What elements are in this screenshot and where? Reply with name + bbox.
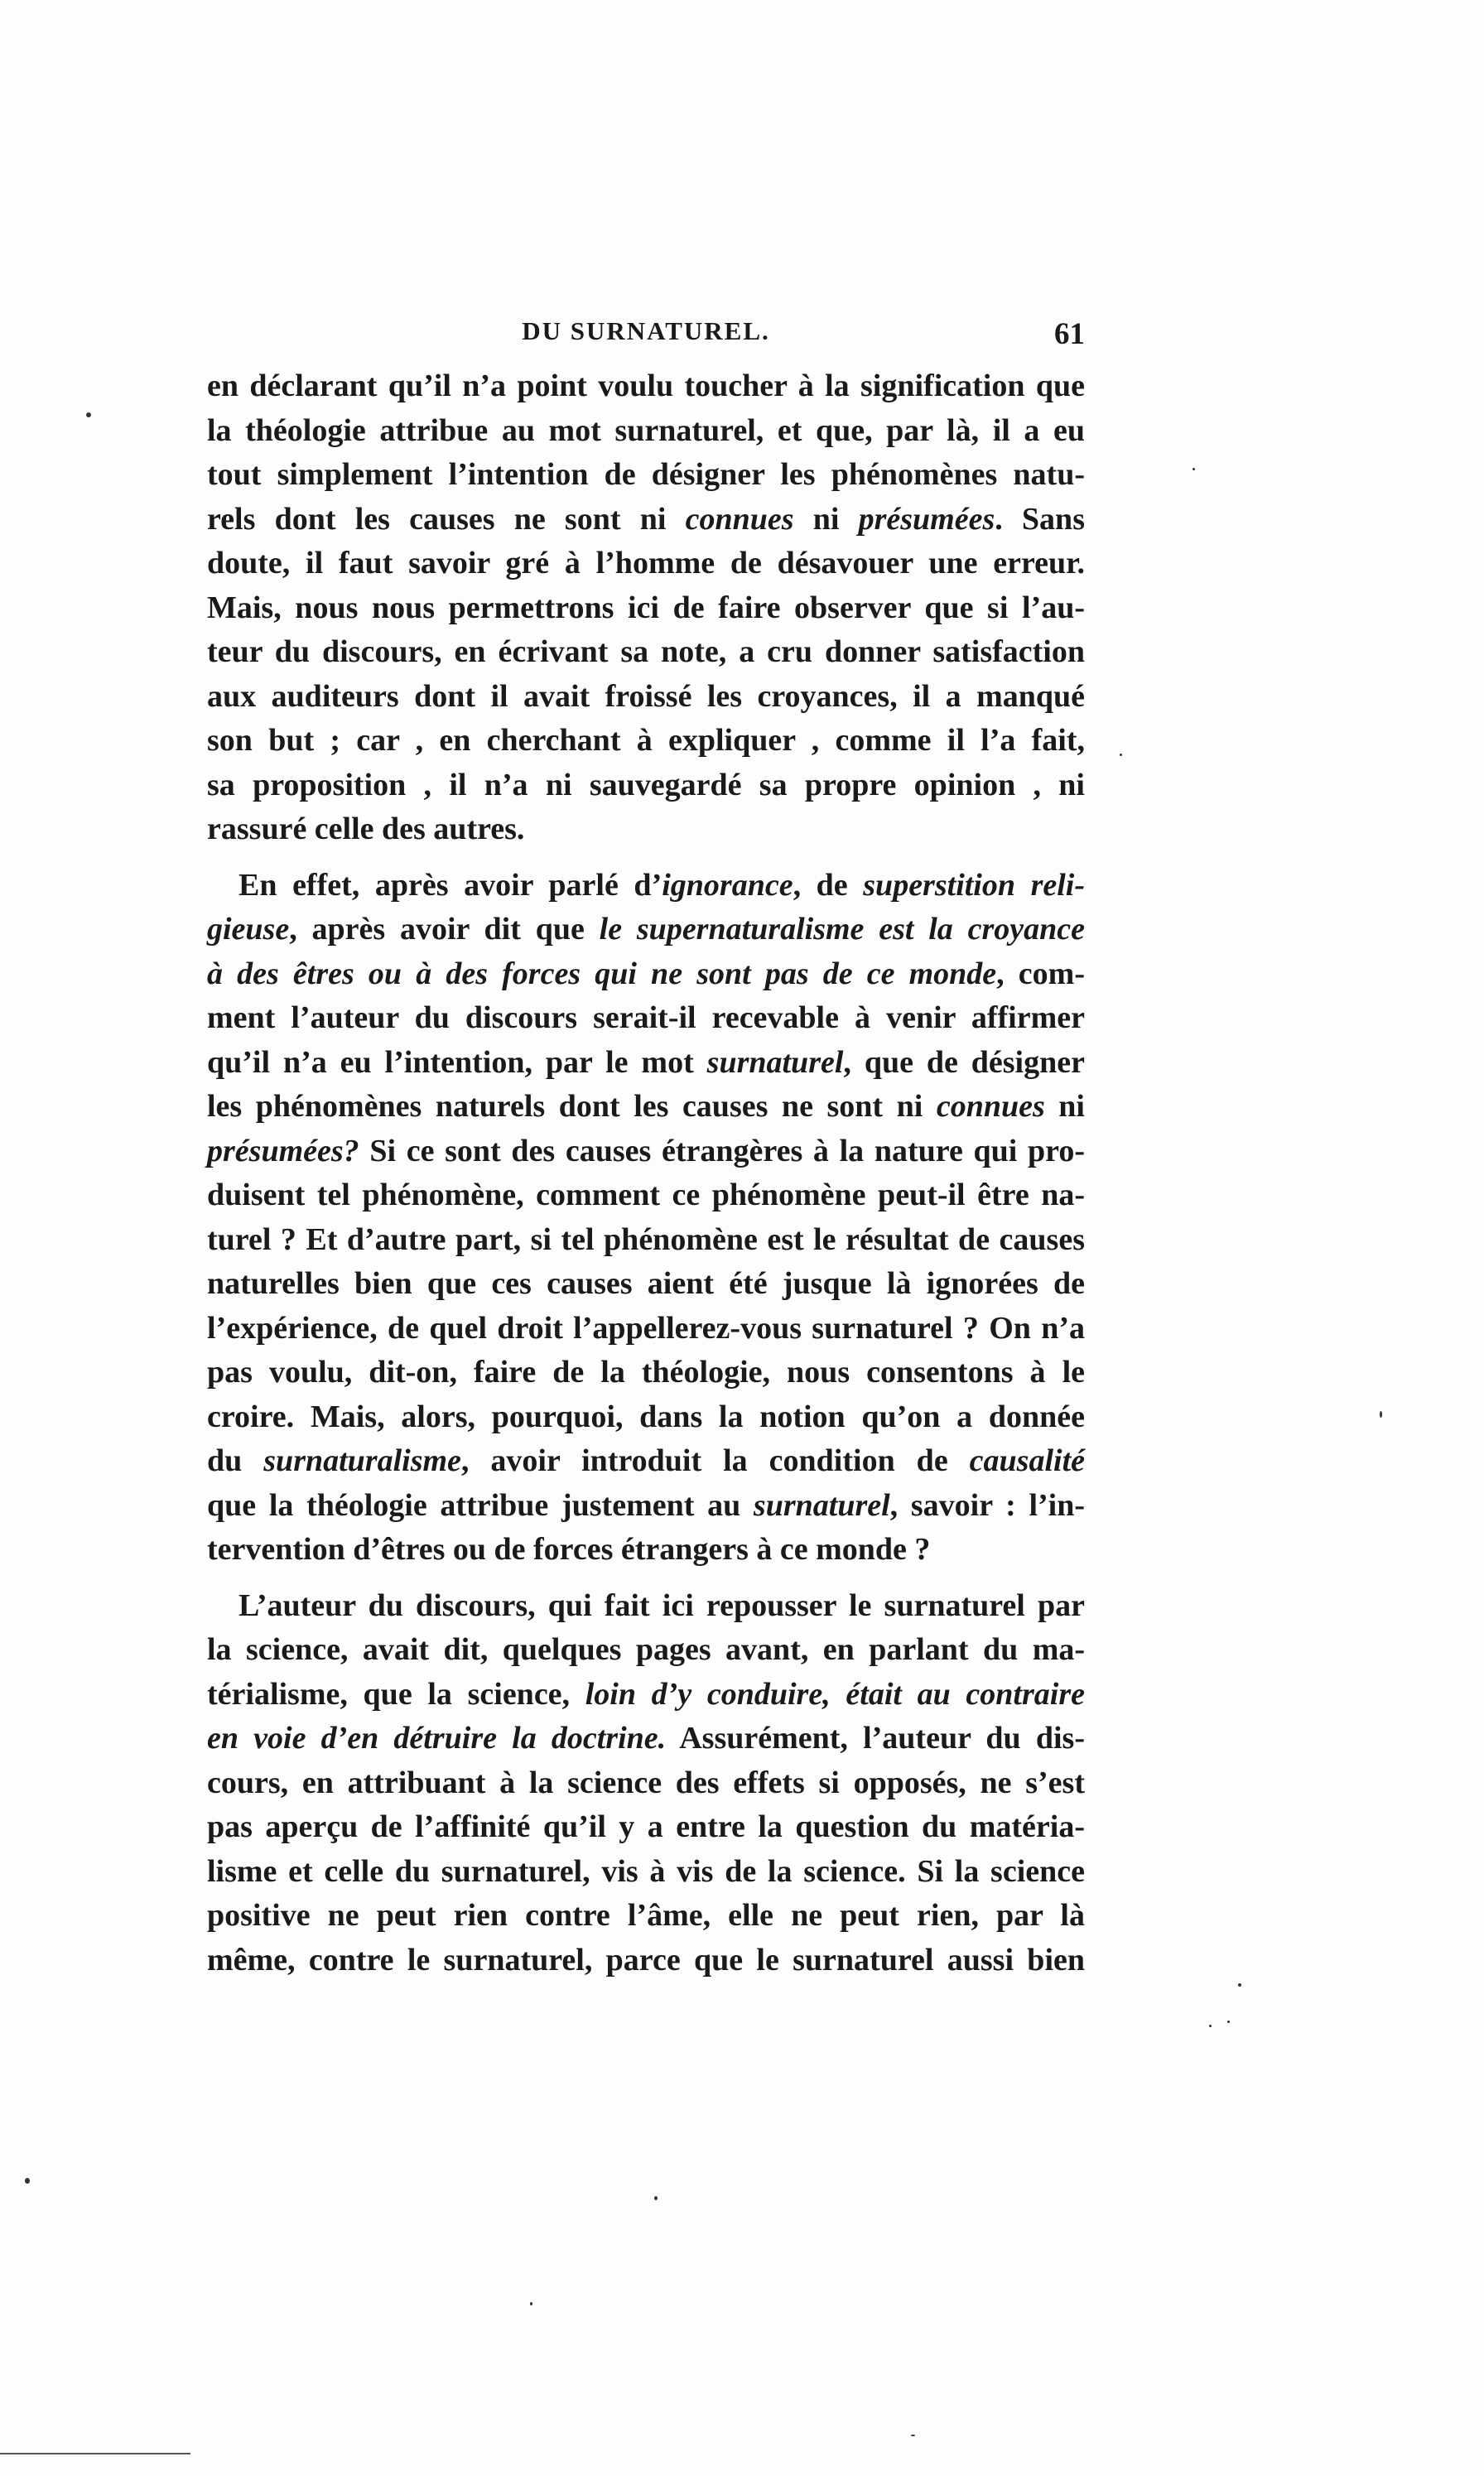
italic-run: gieuse xyxy=(207,912,290,947)
text-line: naturelles bien que ces causes aient été jusque là ignorées de xyxy=(207,1266,1085,1301)
scan-speck xyxy=(1380,1411,1382,1418)
scan-speck xyxy=(1209,2025,1212,2027)
text-run: qu’il n’a eu l’intention, par le mot xyxy=(207,1044,707,1080)
text-run: , com- xyxy=(996,956,1085,991)
italic-run: le supernaturalisme est la croyance xyxy=(599,912,1085,947)
scan-speck xyxy=(1120,754,1122,756)
divider xyxy=(0,2453,190,2454)
text-run: Assurément, l’auteur du dis- xyxy=(666,1721,1085,1756)
text-run: ni xyxy=(1044,1089,1085,1124)
text-line xyxy=(207,1130,1085,1174)
text-run: En effet, après avoir parlé d’ xyxy=(238,867,662,903)
text-line: L’auteur du discours, qui fait ici repousser le surnaturel par xyxy=(238,1587,1085,1623)
text-run: , que de désigner xyxy=(843,1044,1085,1080)
text-line: l’expérience, de quel droit l’appellerez-vous surnaturel ? On n’a xyxy=(207,1310,1085,1346)
scan-speck xyxy=(654,2196,658,2200)
scan-speck xyxy=(530,2302,532,2305)
text-run: du xyxy=(207,1443,264,1478)
text-line: sa proposition , il n’a ni sauvegardé sa propre opinion , ni xyxy=(207,767,1085,802)
text-run: Si ce sont des causes étrangères à la nature qui pro- xyxy=(359,1133,1085,1168)
text-line: en déclarant qu’il n’a point voulu toucher à la signification que xyxy=(207,369,1085,403)
text-line: rassuré celle des autres. xyxy=(207,812,525,846)
body-text xyxy=(207,364,1085,1982)
italic-run: causalité xyxy=(969,1443,1085,1478)
text-line: turel ? Et d’autre part, si tel phénomène est le résultat de causes xyxy=(207,1221,1085,1257)
text-run: rels dont les causes ne sont ni xyxy=(207,501,686,537)
text-line: ment l’auteur du discours serait-il recevable à venir affirmer xyxy=(207,1000,1085,1035)
text-line: Mais, nous nous permettrons ici de faire observer que si l’au- xyxy=(207,590,1085,625)
italic-run: surnaturalisme xyxy=(263,1443,461,1478)
text-line: tout simplement l’intention de désigner les phénomènes natu- xyxy=(207,457,1085,492)
text-line: positive ne peut rien contre l’âme, elle ne peut rien, par là xyxy=(207,1898,1085,1933)
text-line: la théologie attribue au mot surnaturel, et que, par là, il a eu xyxy=(207,412,1085,448)
italic-run: ignorance xyxy=(662,867,793,903)
text-line: tervention d’êtres ou de forces étrangers à ce monde ? xyxy=(207,1532,931,1567)
italic-run: présumées xyxy=(858,501,995,537)
running-title: DU SURNATUREL. xyxy=(522,316,770,345)
text-line xyxy=(207,1041,1085,1086)
italic-run: en voie d’en détruire la doctrine. xyxy=(207,1721,667,1756)
text-line: doute, il faut savoir gré à l’homme de désavouer une erreur. xyxy=(207,546,1085,580)
text-run: , après avoir dit que xyxy=(289,912,600,947)
text-run: , avoir introduit la condition de xyxy=(460,1443,970,1478)
text-line: son but ; car , en cherchant à expliquer , comme il l’a fait, xyxy=(207,723,1085,758)
text-line: croire. Mais, alors, pourquoi, dans la notion qu’on a donnée xyxy=(207,1399,1085,1434)
italic-run: loin d’y conduire, était au contraire xyxy=(585,1676,1085,1712)
text-line: la science, avait dit, quelques pages avant, en parlant du ma- xyxy=(207,1632,1085,1667)
running-head xyxy=(207,316,1085,358)
italic-run: connues xyxy=(685,501,794,537)
text-line: pas aperçu de l’affinité qu’il y a entre la question du matéria- xyxy=(207,1809,1085,1844)
italic-run: connues xyxy=(936,1089,1045,1124)
italic-run: à des êtres ou à des forces qui ne sont pas de ce monde xyxy=(207,956,997,991)
scan-speck xyxy=(25,2178,30,2184)
text-line: pas voulu, dit-on, faire de la théologie, nous consentons à le xyxy=(207,1355,1085,1390)
text-line xyxy=(207,952,1085,997)
text-run: térialisme, que la science, xyxy=(207,1676,585,1712)
text-line: cours, en attribuant à la science des effets si opposés, ne s’est xyxy=(207,1765,1085,1800)
text-line xyxy=(207,1085,1085,1130)
text-line: duisent tel phénomène, comment ce phénomène peut-il être na- xyxy=(207,1178,1085,1212)
italic-run: surnaturel xyxy=(753,1487,890,1523)
text-line: même, contre le surnaturel, parce que le surnaturel aussi bien xyxy=(207,1942,1085,1977)
page-number: 61 xyxy=(1054,317,1085,351)
italic-run: présumées? xyxy=(207,1133,359,1168)
text-line xyxy=(207,1439,1085,1484)
scan-speck xyxy=(86,412,91,417)
text-run: . Sans xyxy=(995,501,1085,537)
text-line xyxy=(207,864,1085,908)
italic-run: superstition reli- xyxy=(863,867,1086,903)
scan-speck xyxy=(1192,468,1195,470)
text-run: les phénomènes naturels dont les causes ne sont ni xyxy=(207,1089,937,1124)
text-run: ni xyxy=(793,501,859,537)
scan-speck xyxy=(1238,1983,1241,1987)
text-run: que la théologie attribue justement au xyxy=(207,1487,754,1523)
scan-speck xyxy=(1227,2021,1230,2023)
text-line xyxy=(207,1484,1085,1529)
text-line: lisme et celle du surnaturel, vis à vis de la science. Si la science xyxy=(207,1853,1085,1889)
text-line: aux auditeurs dont il avait froissé les croyances, il a manqué xyxy=(207,678,1085,714)
text-run: , de xyxy=(793,867,864,903)
text-line xyxy=(207,1717,1085,1761)
italic-run: surnaturel xyxy=(706,1044,844,1080)
text-line xyxy=(207,498,1085,542)
text-line xyxy=(207,908,1085,952)
text-run: , savoir : l’in- xyxy=(889,1487,1085,1523)
text-line: teur du discours, en écrivant sa note, a cru donner satisfaction xyxy=(207,634,1085,669)
scan-speck xyxy=(911,2435,915,2436)
text-line xyxy=(207,1673,1085,1717)
